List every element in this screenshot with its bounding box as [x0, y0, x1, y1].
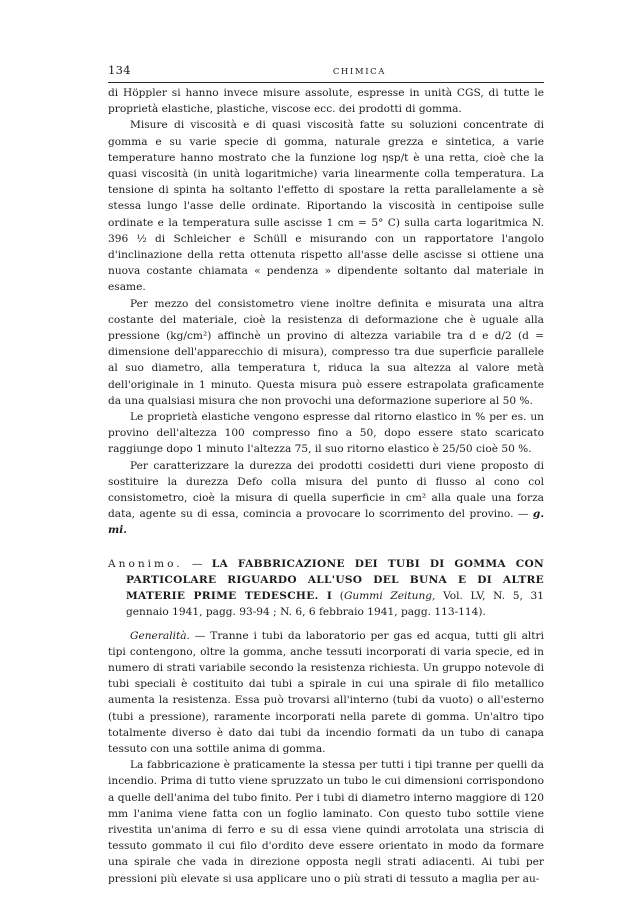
reference-title: LA FABBRICAZIONE DEI TUBI DI GOMMA CON PARTICOLARE RIGUARDO ALL'USO DEL BUNA E DI ALTRE MATERIE PRIME TEDESCHE. I: [126, 557, 544, 603]
review-paragraph: di Höppler si hanno invece misure assolute, espresse in unità CGS, di tutte le proprietà elastiche, plastiche, viscose ecc. dei prodotti di gomma.: [108, 87, 544, 116]
article-paragraph: [108, 628, 544, 758]
article-paragraph-text: — Tranne i tubi da laboratorio per gas ed acqua, tutti gli altri tipi contengono, oltre la gomma, anche tessuti incorporati di varia specie, ed in numero di strati variabile secondo la resistenza richiesta. Un gruppo notevole di tubi speciali è costituito dai tubi a spirale in cui una spirale di filo metallico aumenta la resistenza. Essa può trovarsi all'interno (tubi da vuoto) o all'esterno (tubi a pressione), raramente incorporati nella parete di gomma. Un'altro tipo totalmente diverso è dato dai tubi da incendio formati da un tubo di canapa tessuto con una sottile anima di gomma.: [108, 629, 544, 755]
article-paragraph: La fabbricazione è praticamente la stessa per tutti i tipi tranne per quelli da incendio. Prima di tutto viene spruzzato un tubo le cui dimensioni corrispondono a quelle dell'anima del tubo finito. Per i tubi di diametro interno maggiore di 120 mm l'anima viene fatta con un foglio laminato. Con questo tubo sottile viene rivestita un'anima di ferro e su di essa viene quindi arrotolata una striscia di tessuto gommato il cui filo d'ordito deve essere orientato in modo da formare una spirale che vada in direzione opposta negli strati adiacenti. Ai tubi per pressioni più elevate si usa applicare uno o più strati di tessuto a maglia per au-: [108, 759, 544, 885]
bibliographic-reference: [108, 556, 544, 621]
reference-author: Anonimo.: [108, 557, 183, 570]
reference-journal: Gummi Zeitung,: [343, 590, 436, 603]
running-title: CHIMICA: [332, 67, 386, 77]
page: [108, 63, 544, 887]
reference-spacer: [108, 621, 544, 628]
review-paragraph: Per mezzo del consistometro viene inoltre definita e misurata una altra costante del materiale, cioè la resistenza di deformazione che è uguale alla pressione (kg/cm²) affinchè un provino di altezza variabile tra d e d/2 (d = dimensione dell'apparecchio di misura), compresso tra due superficie parallele al suo diametro, alla temperatura t, riduca la sua altezza al valore metà dell'originale in 1 minuto. Questa misura può essere estrapolata graficamente da una qualsiasi misura che non provochi una deformazione superiore al 50 %.: [108, 297, 544, 407]
header-rule: [108, 82, 544, 83]
review-paragraph-text: Per caratterizzare la durezza dei prodotti cosidetti duri viene proposto di sostituire la durezza Defo colla misura del punto di flusso al cono col consistometro, cioè la misura di quella superficie in cm² alla quale una forza data, agente su di essa, comincia a provocare lo scorrimento del provino. —: [108, 459, 544, 521]
reference-dash: —: [182, 557, 212, 570]
section-heading: Generalità.: [130, 629, 190, 642]
page-header: [108, 63, 544, 80]
review-paragraph-last: [108, 458, 544, 539]
reference-details: Vol. LV, N. 5, 31 gennaio 1941, pagg. 93-94 ; N. 6, 6 febbraio 1941, pagg. 113-114).: [126, 590, 545, 619]
reference-open-paren: (: [332, 590, 344, 603]
article-body: [108, 628, 544, 887]
previous-review: [108, 85, 544, 539]
review-paragraph: Misure di viscosità e di quasi viscosità fatte su soluzioni concentrate di gomma e su varie specie di gomma, naturale grezza e sintetica, a varie temperature hanno mostrato che la funzione log ηsp/t è una retta, cioè che la quasi viscosità (in unità logaritmiche) varia linearmente colla temperatura. La tensione di spinta ha soltanto l'effetto di spostare la retta parallelamente a sè stessa lungo l'asse delle ordinate. Riportando la viscosità in centipoise sulle ordinate e la temperatura sulle ascisse 1 cm = 5° C) sulla carta logaritmica N. 396 ½ di Schleicher e Schüll e misurando con un rapportatore l'angolo d'inclinazione della retta ottenuta rispetto all'asse delle ascisse si ottiene una nuova costante chiamata « pendenza » dipendente soltanto dal materiale in esame.: [108, 119, 544, 294]
reviewer-initials: g. mi.: [108, 508, 545, 537]
review-paragraph: Le proprietà elastiche vengono espresse dal ritorno elastico in % per es. un provino dell'altezza 100 compresso fino a 50, dopo essere stato scaricato raggiunge dopo 1 minuto l'altezza 75, il suo ritorno elastico è 25/50 cioè 50 %.: [108, 411, 544, 456]
section-spacer: [108, 539, 544, 556]
page-number: 134: [108, 63, 131, 77]
